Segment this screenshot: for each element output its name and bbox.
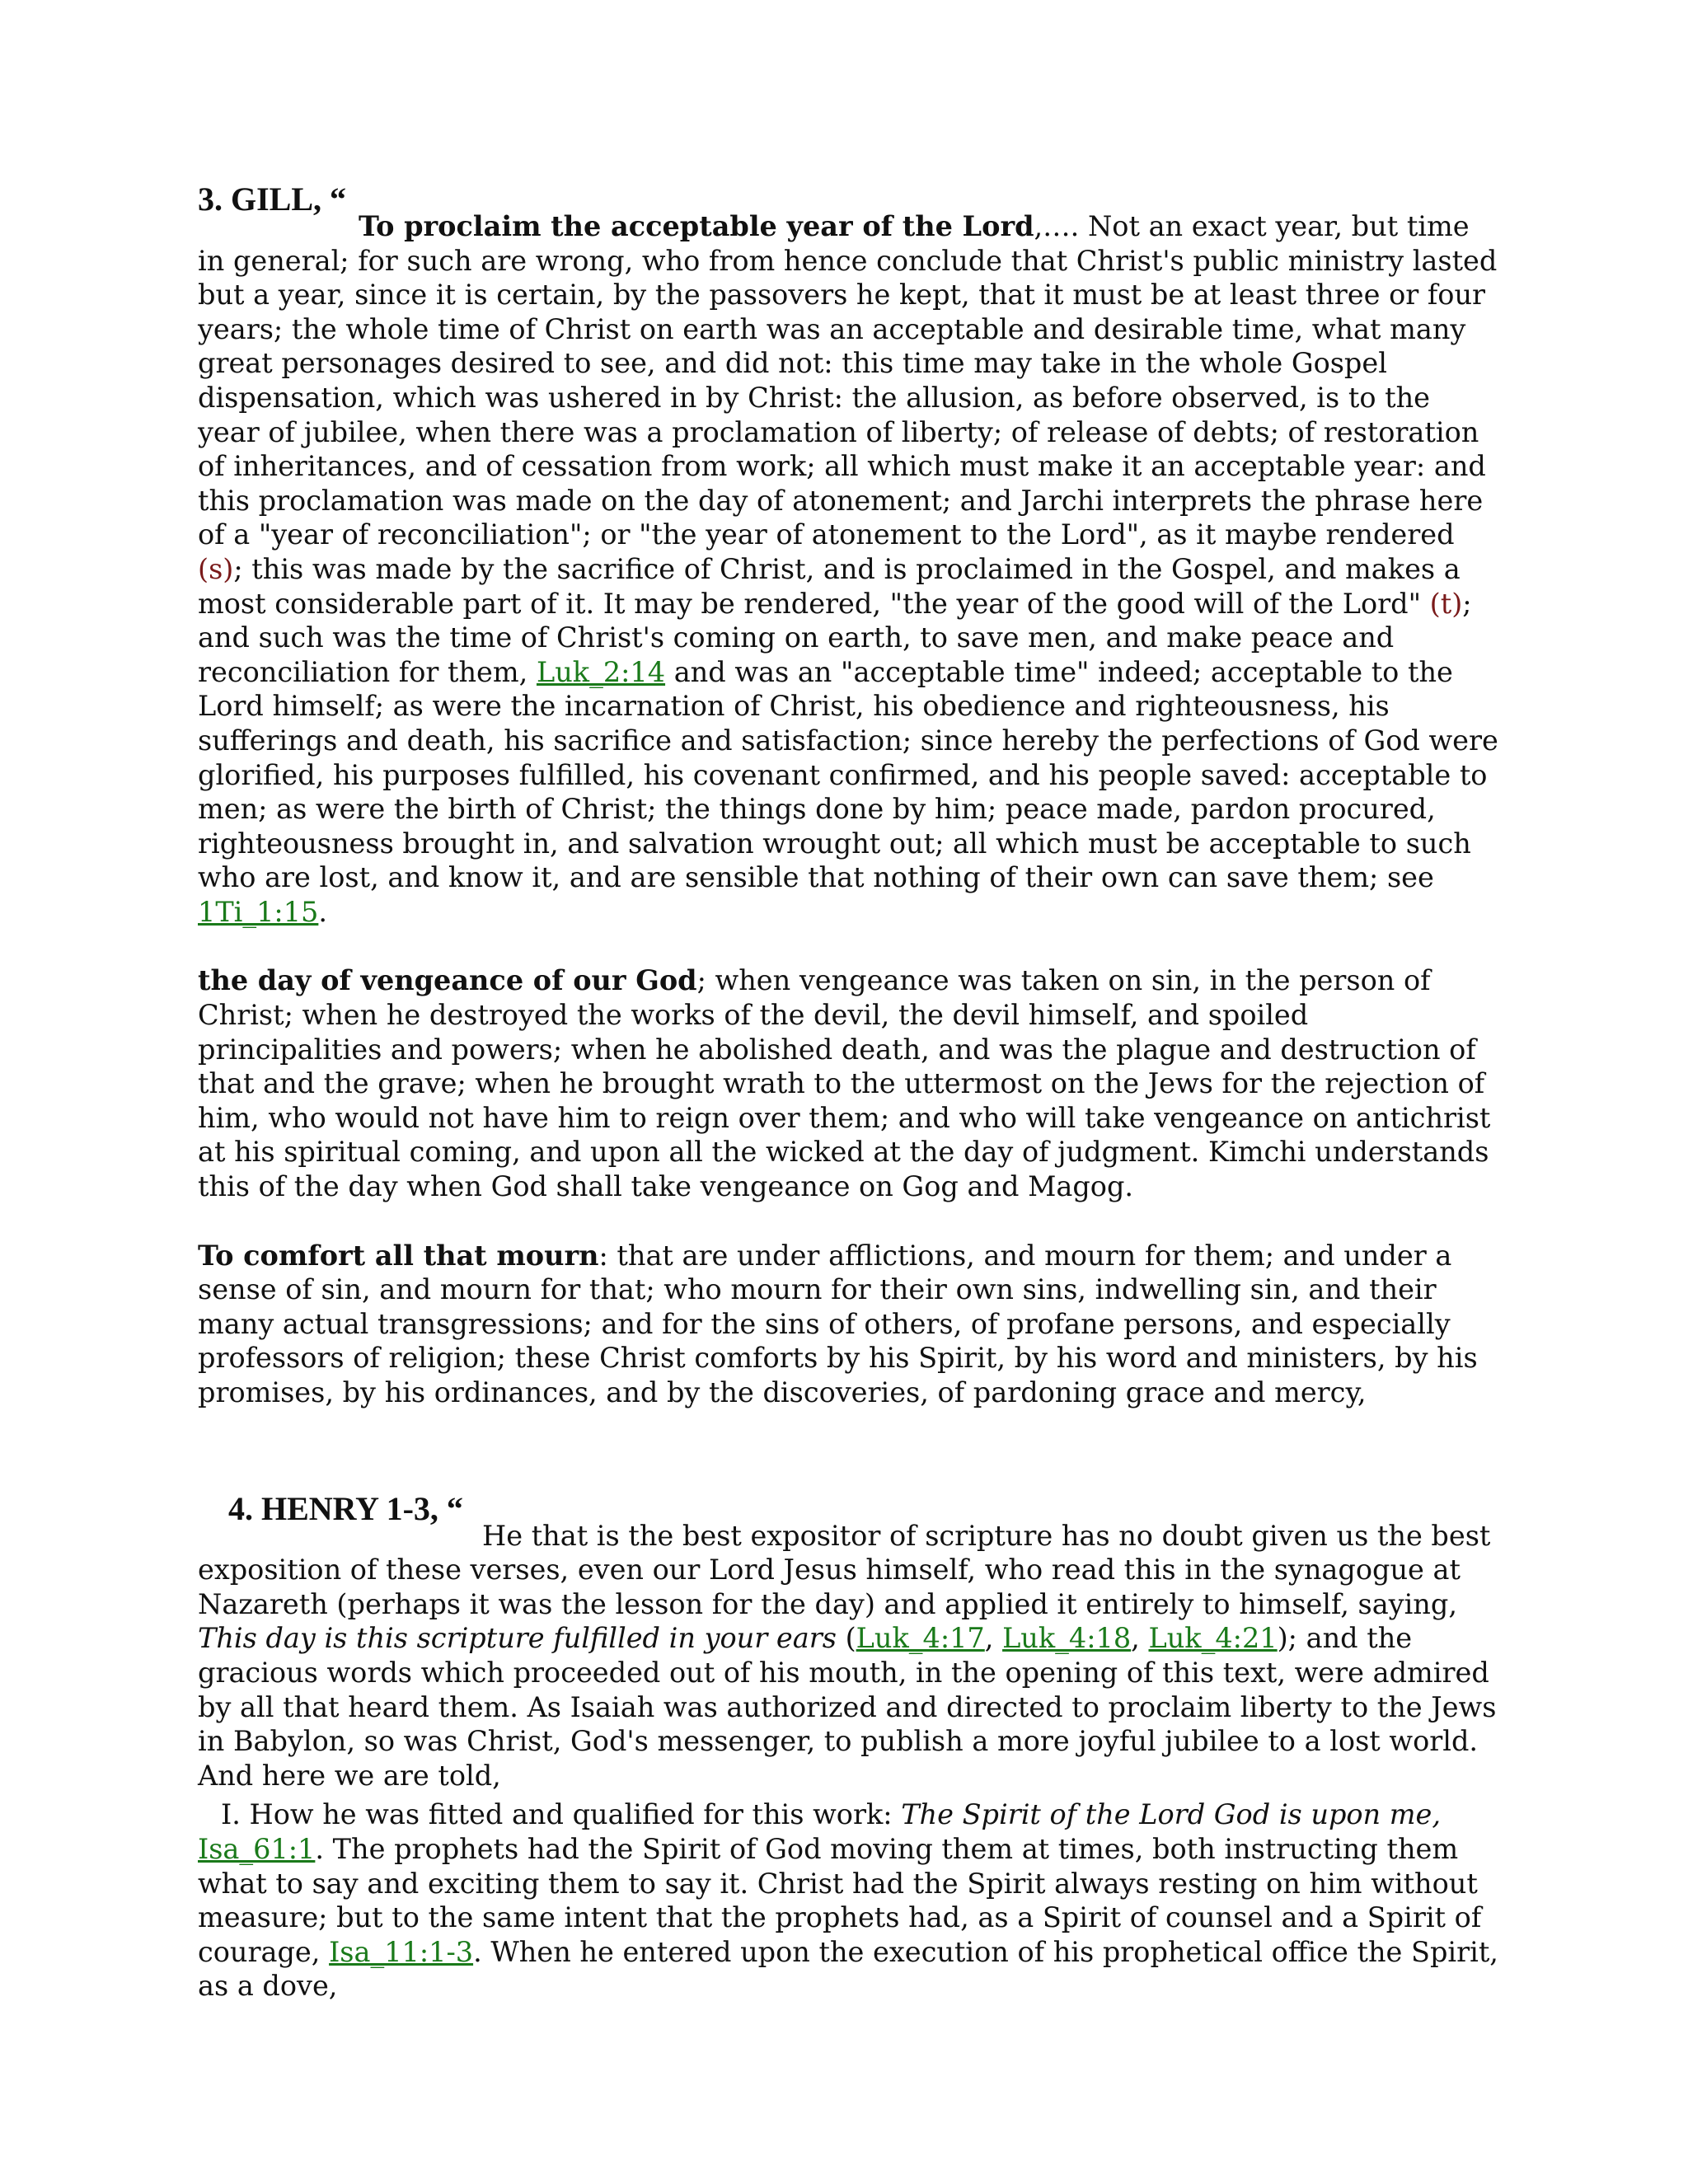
gill-text: : that are under afflictions, and mourn for them; and under a sense of sin, and mourn for that; who mourn for their own sins, indwelling sin, and their many actual transgressions; and for the sins of others, of profane persons, and especially professors of religion; these Christ comforts by his Spirit, by his word and ministers, by his promises, by his ordinances, and by the discoveries, of pardoning grace and mercy,: [198, 1239, 1478, 1408]
henry-quote: The Spirit of the Lord God is upon me,: [901, 1798, 1442, 1831]
gill-text: ; and such was the time of Christ's coming on earth, to save men, and make peace and reconciliation for them,: [198, 587, 1472, 688]
gill-lead-phrase: To proclaim the acceptable year of the Lord: [359, 210, 1034, 242]
gill-paragraph-3: [198, 1239, 1500, 1410]
scripture-link-luk-2-14[interactable]: Luk_2:14: [536, 655, 666, 688]
henry-paragraph-1: [198, 1519, 1500, 1793]
henry-text: . When he entered upon the execution of his prophetical office the Spirit, as a dove,: [198, 1935, 1498, 2003]
henry-text: ,: [1131, 1622, 1149, 1655]
gill-paragraph-1: [198, 209, 1500, 929]
scripture-link-luk-4-18[interactable]: Luk_4:18: [1002, 1622, 1132, 1655]
henry-paragraph-2: [198, 1797, 1500, 2004]
gill-text: ; this was made by the sacrifice of Christ, and is proclaimed in the Gospel, and makes a most considerable part of it. It may be rendered, "the year of the good will of the Lord": [198, 552, 1461, 620]
document-page: [198, 180, 1500, 2004]
gill-paragraph-2: [198, 963, 1500, 1203]
gill-heading: 3. GILL, “: [198, 180, 347, 218]
henry-heading: 4. HENRY 1-3, “: [228, 1489, 463, 1527]
gill-lead-phrase: the day of vengeance of our God: [198, 964, 697, 997]
henry-text: He that is the best expositor of scripture has no doubt given us the best exposition of these verses, even our Lord Jesus himself, who read this in the synagogue at Nazareth (perhaps it was the lesson for the day) and applied it entirely to himself, saying,: [198, 1519, 1491, 1620]
gill-text: .: [318, 895, 328, 928]
gill-text: ; when vengeance was taken on sin, in the person of Christ; when he destroyed the works of the devil, the devil himself, and spoiled principalities and powers; when he abolished death, and was the plague and destruction of that and the grave; when he brought wrath to the uttermost on the Jews for the rejection of him, who would not have him to reign over them; and who will take vengeance on antichrist at his spiritual coming, and upon all the wicked at the day of judgment. Kimchi understands this of the day when God shall take vengeance on Gog and Magog.: [198, 964, 1491, 1203]
section-gap: [198, 1410, 1500, 1499]
henry-quote: This day is this scripture fulfilled in your ears: [198, 1622, 837, 1655]
scripture-link-1ti-1-15[interactable]: 1Ti_1:15: [198, 895, 319, 928]
scripture-link-luk-4-21[interactable]: Luk_4:21: [1148, 1622, 1278, 1655]
paragraph-gap: [198, 1204, 1500, 1239]
scripture-link-isa-11-1-3[interactable]: Isa_11:1-3: [329, 1935, 474, 1968]
henry-text: (: [836, 1622, 856, 1655]
henry-text: ,: [984, 1622, 1003, 1655]
gill-text: ,…. Not an exact year, but time in general; for such are wrong, who from hence conclude that Christ's public ministry lasted but a year, since it is certain, by the passovers he kept, that it must be at least three or four years; the whole time of Christ on earth was an acceptable and desirable time, what many great personages desired to see, and did not: this time may take in the whole Gospel dispensation, which was ushered in by Christ: the allusion, as before observed, is to the year of jubilee, when there was a proclamation of liberty; of release of debts; of restoration of inheritances, and of cessation from work; all which must make it an acceptable year: and this proclamation was made on the day of atonement; and Jarchi interprets the phrase here of a "year of reconciliation"; or "the year of atonement to the Lord", as it maybe rendered: [198, 210, 1498, 551]
footnote-marker-t[interactable]: (t): [1429, 587, 1463, 620]
footnote-marker-s[interactable]: (s): [198, 552, 234, 585]
gill-text: and was an "acceptable time" indeed; acceptable to the Lord himself; as were the incarnation of Christ, his obedience and righteousness, his sufferings and death, his sacrifice and satisfaction; since hereby the perfections of God were glorified, his purposes fulfilled, his covenant confirmed, and his people saved: acceptable to men; as were the birth of Christ; the things done by him; peace made, pardon procured, righteousness brought in, and salvation wrought out; all which must be acceptable to such who are lost, and know it, and are sensible that nothing of their own can save them; see: [198, 655, 1498, 894]
henry-text: ); and the gracious words which proceeded out of his mouth, in the opening of this text, were admired by all that heard them. As Isaiah was authorized and directed to proclaim liberty to the Jews in Babylon, so was Christ, God's messenger, to publish a more joyful jubilee to a lost world. And here we are told,: [198, 1622, 1497, 1792]
paragraph-gap: [198, 929, 1500, 963]
henry-text: . The prophets had the Spirit of God moving them at times, both instructing them what to say and exciting them to say it. Christ had the Spirit always resting on him without measure; but to the same intent that the prophets had, as a Spirit of counsel and a Spirit of courage,: [198, 1832, 1482, 1968]
henry-text: I. How he was fitted and qualified for this work:: [221, 1798, 902, 1831]
gill-lead-phrase: To comfort all that mourn: [198, 1239, 599, 1272]
scripture-link-isa-61-1[interactable]: Isa_61:1: [198, 1832, 316, 1865]
scripture-link-luk-4-17[interactable]: Luk_4:17: [856, 1622, 985, 1655]
